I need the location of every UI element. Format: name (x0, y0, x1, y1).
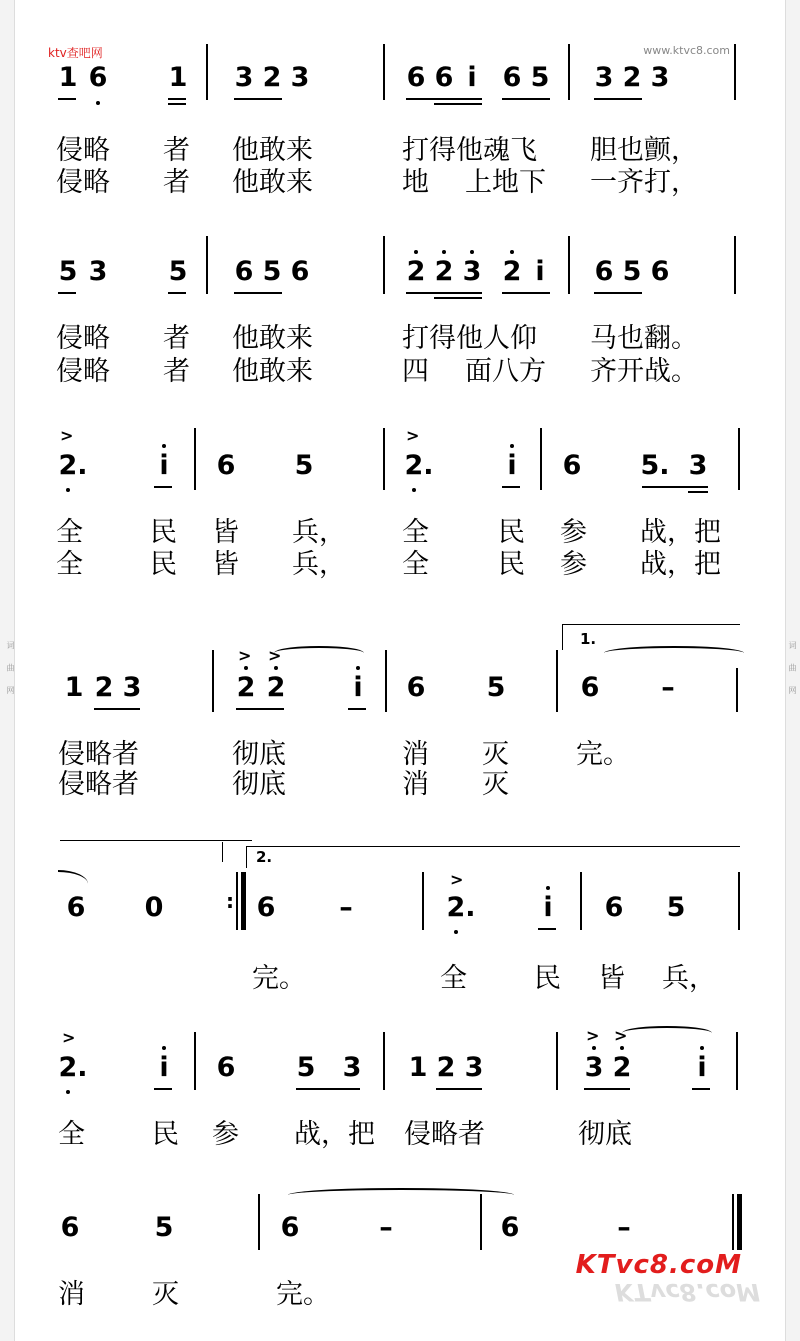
note: 5 (168, 256, 188, 287)
site-logo-reflection: KTvc8.coM (614, 1278, 760, 1306)
note: 2 (262, 62, 282, 93)
lyric-line-1a (0, 128, 800, 164)
note: 3 (464, 1052, 484, 1083)
lyric: 皆 (212, 549, 239, 580)
note: 2 (436, 1052, 456, 1083)
lyric-line-6 (0, 1112, 800, 1148)
note: 1 (58, 62, 78, 93)
note: 5 (530, 62, 550, 93)
lyric: 全 (56, 549, 83, 580)
lyric: 一齐打， (590, 167, 698, 198)
lyric: 全 (440, 963, 467, 994)
volta-label-1: 1. (580, 630, 597, 648)
notation-line-7 (0, 1212, 800, 1252)
lyric: 消 (58, 1279, 85, 1310)
lyric-line-2a (0, 316, 800, 352)
lyric: 上地下 (465, 167, 546, 198)
note: 3 (122, 672, 142, 703)
note: 5 (262, 256, 282, 287)
lyric: 齐开战。 (590, 356, 698, 387)
lyric: 民 (152, 1119, 179, 1150)
note: 5 (296, 1052, 316, 1083)
note: i (507, 450, 517, 481)
lyric: 灭 (152, 1279, 179, 1310)
lyric: 者 (163, 135, 190, 166)
left-watermark-text: 词 曲 网 (6, 640, 15, 701)
lyric: 皆 (212, 517, 239, 548)
note: i (535, 256, 545, 287)
note: 6 (604, 892, 624, 923)
lyric-line-2b (0, 349, 800, 385)
note: 2 (612, 1052, 632, 1083)
lyric: 彻底 (232, 739, 286, 770)
notation-line-4: 1 2 3 > > 2 2 i 6 5 6 – (0, 672, 800, 712)
lyric: 全 (402, 517, 429, 548)
note: 6 (594, 256, 614, 287)
lyric: 民 (150, 549, 177, 580)
note: 2 (622, 62, 642, 93)
note: i (697, 1052, 707, 1083)
note: 2 (434, 256, 454, 287)
lyric: 战，把 (640, 549, 721, 580)
note: i (159, 450, 169, 481)
lyric-line-3a (0, 510, 800, 546)
note: 6 (406, 62, 426, 93)
note: 1 (64, 672, 84, 703)
note: 2. (446, 892, 476, 923)
lyric: 灭 (482, 739, 509, 770)
notation-line-5: 6 0 : 6 – > 2. i 6 5 (0, 892, 800, 932)
lyric: 他敢来 (232, 135, 313, 166)
lyric: 兵， (292, 517, 346, 548)
note: 1 (408, 1052, 428, 1083)
note: 2. (58, 1052, 88, 1083)
lyric: 彻底 (232, 769, 286, 800)
lyric: 消 (402, 739, 429, 770)
volta-label-2: 2. (256, 848, 273, 866)
volta-bracket-end-1 (60, 840, 252, 841)
lyric: 他敢来 (232, 167, 313, 198)
lyric: 完。 (276, 1279, 330, 1310)
volta-bracket-1 (562, 624, 740, 625)
site-watermark-label: ktv查吧网 (48, 46, 103, 60)
lyric-line-4b (0, 762, 800, 798)
lyric: 者 (163, 323, 190, 354)
lyric: 参 (212, 1119, 239, 1150)
lyric: 打得他人仰 (402, 323, 537, 354)
lyric: 参 (560, 517, 587, 548)
note: 6 (280, 1212, 300, 1243)
note: 3 (290, 62, 310, 93)
note: i (159, 1052, 169, 1083)
notation-line-1 (0, 62, 800, 102)
lyric: 战，把 (294, 1119, 375, 1150)
lyric: 他敢来 (232, 323, 313, 354)
lyric: 民 (498, 549, 525, 580)
lyric: 民 (498, 517, 525, 548)
site-watermark-url: www.ktvc8.com (643, 44, 730, 57)
note: 6 (562, 450, 582, 481)
lyric: 侵略 (56, 135, 110, 166)
lyric: 侵略者 (404, 1119, 485, 1150)
lyric: 全 (402, 549, 429, 580)
lyric: 者 (163, 167, 190, 198)
note: 5 (154, 1212, 174, 1243)
lyric: 民 (534, 963, 561, 994)
note: 3 (88, 256, 108, 287)
note: i (467, 62, 477, 93)
lyric: 消 (402, 769, 429, 800)
note: 6 (60, 1212, 80, 1243)
note: 6 (502, 62, 522, 93)
lyric: 地 (402, 167, 429, 198)
lyric: 战，把 (640, 517, 721, 548)
note: 6 (234, 256, 254, 287)
note: 2 (502, 256, 522, 287)
note: 3 (650, 62, 670, 93)
lyric: 面八方 (465, 356, 546, 387)
lyric-line-5 (0, 956, 800, 992)
note: 3 (462, 256, 482, 287)
note: 6 (66, 892, 86, 923)
lyric: 胆也颤， (590, 135, 698, 166)
note: 6 (216, 1052, 236, 1083)
lyric: 民 (150, 517, 177, 548)
lyric: 兵， (662, 963, 716, 994)
note: 2 (266, 672, 286, 703)
notation-line-6: > 2. i 6 5 3 1 2 3 > > 3 2 i (0, 1052, 800, 1092)
note: 5 (622, 256, 642, 287)
lyric: 全 (58, 1119, 85, 1150)
notation-line-3: > 2. i 6 5 > 2. i 6 5. 3 (0, 450, 800, 490)
lyric: 彻底 (578, 1119, 632, 1150)
note: 5 (486, 672, 506, 703)
lyric: 侵略 (56, 167, 110, 198)
note: 6 (88, 62, 108, 93)
lyric: 全 (56, 517, 83, 548)
lyric: 参 (560, 549, 587, 580)
note: i (353, 672, 363, 703)
lyric: 侵略 (56, 323, 110, 354)
note: 3 (342, 1052, 362, 1083)
lyric: 完。 (576, 739, 630, 770)
note: 6 (256, 892, 276, 923)
lyric: 灭 (482, 769, 509, 800)
note: 6 (434, 62, 454, 93)
note: 0 (144, 892, 164, 923)
note: 6 (290, 256, 310, 287)
lyric: 者 (163, 356, 190, 387)
lyric: 侵略 (56, 356, 110, 387)
note: 5. (640, 450, 670, 481)
lyric: 皆 (598, 963, 625, 994)
note: 3 (234, 62, 254, 93)
note: – (661, 672, 675, 703)
note: 2. (58, 450, 88, 481)
note: 3 (594, 62, 614, 93)
lyric-line-3b (0, 542, 800, 578)
lyric: 兵， (292, 549, 346, 580)
note: 1 (168, 62, 188, 93)
note: 2 (406, 256, 426, 287)
lyric-line-1b (0, 160, 800, 196)
note: – (379, 1212, 393, 1243)
note: 3 (688, 450, 708, 481)
lyric: 打得他魂飞 (402, 135, 537, 166)
lyric: 四 (402, 356, 429, 387)
lyric: 完。 (252, 963, 306, 994)
note: 6 (650, 256, 670, 287)
notation-line-2 (0, 256, 800, 296)
lyric: 他敢来 (232, 356, 313, 387)
volta-bracket-2 (246, 846, 740, 847)
note: 5 (666, 892, 686, 923)
lyric: 马也翻。 (590, 323, 698, 354)
note: 6 (500, 1212, 520, 1243)
lyric: 侵略者 (58, 739, 139, 770)
note: 5 (294, 450, 314, 481)
note: 3 (584, 1052, 604, 1083)
note: – (339, 892, 353, 923)
site-logo: KTvc8.coM (575, 1250, 742, 1280)
note: i (543, 892, 553, 923)
note: 2 (94, 672, 114, 703)
note: – (617, 1212, 631, 1243)
note: 6 (580, 672, 600, 703)
note: 5 (58, 256, 78, 287)
note: 6 (216, 450, 236, 481)
note: 6 (406, 672, 426, 703)
note: 2. (404, 450, 434, 481)
lyric: 侵略者 (58, 769, 139, 800)
note: 2 (236, 672, 256, 703)
right-watermark-text: 词 曲 网 (788, 640, 797, 701)
